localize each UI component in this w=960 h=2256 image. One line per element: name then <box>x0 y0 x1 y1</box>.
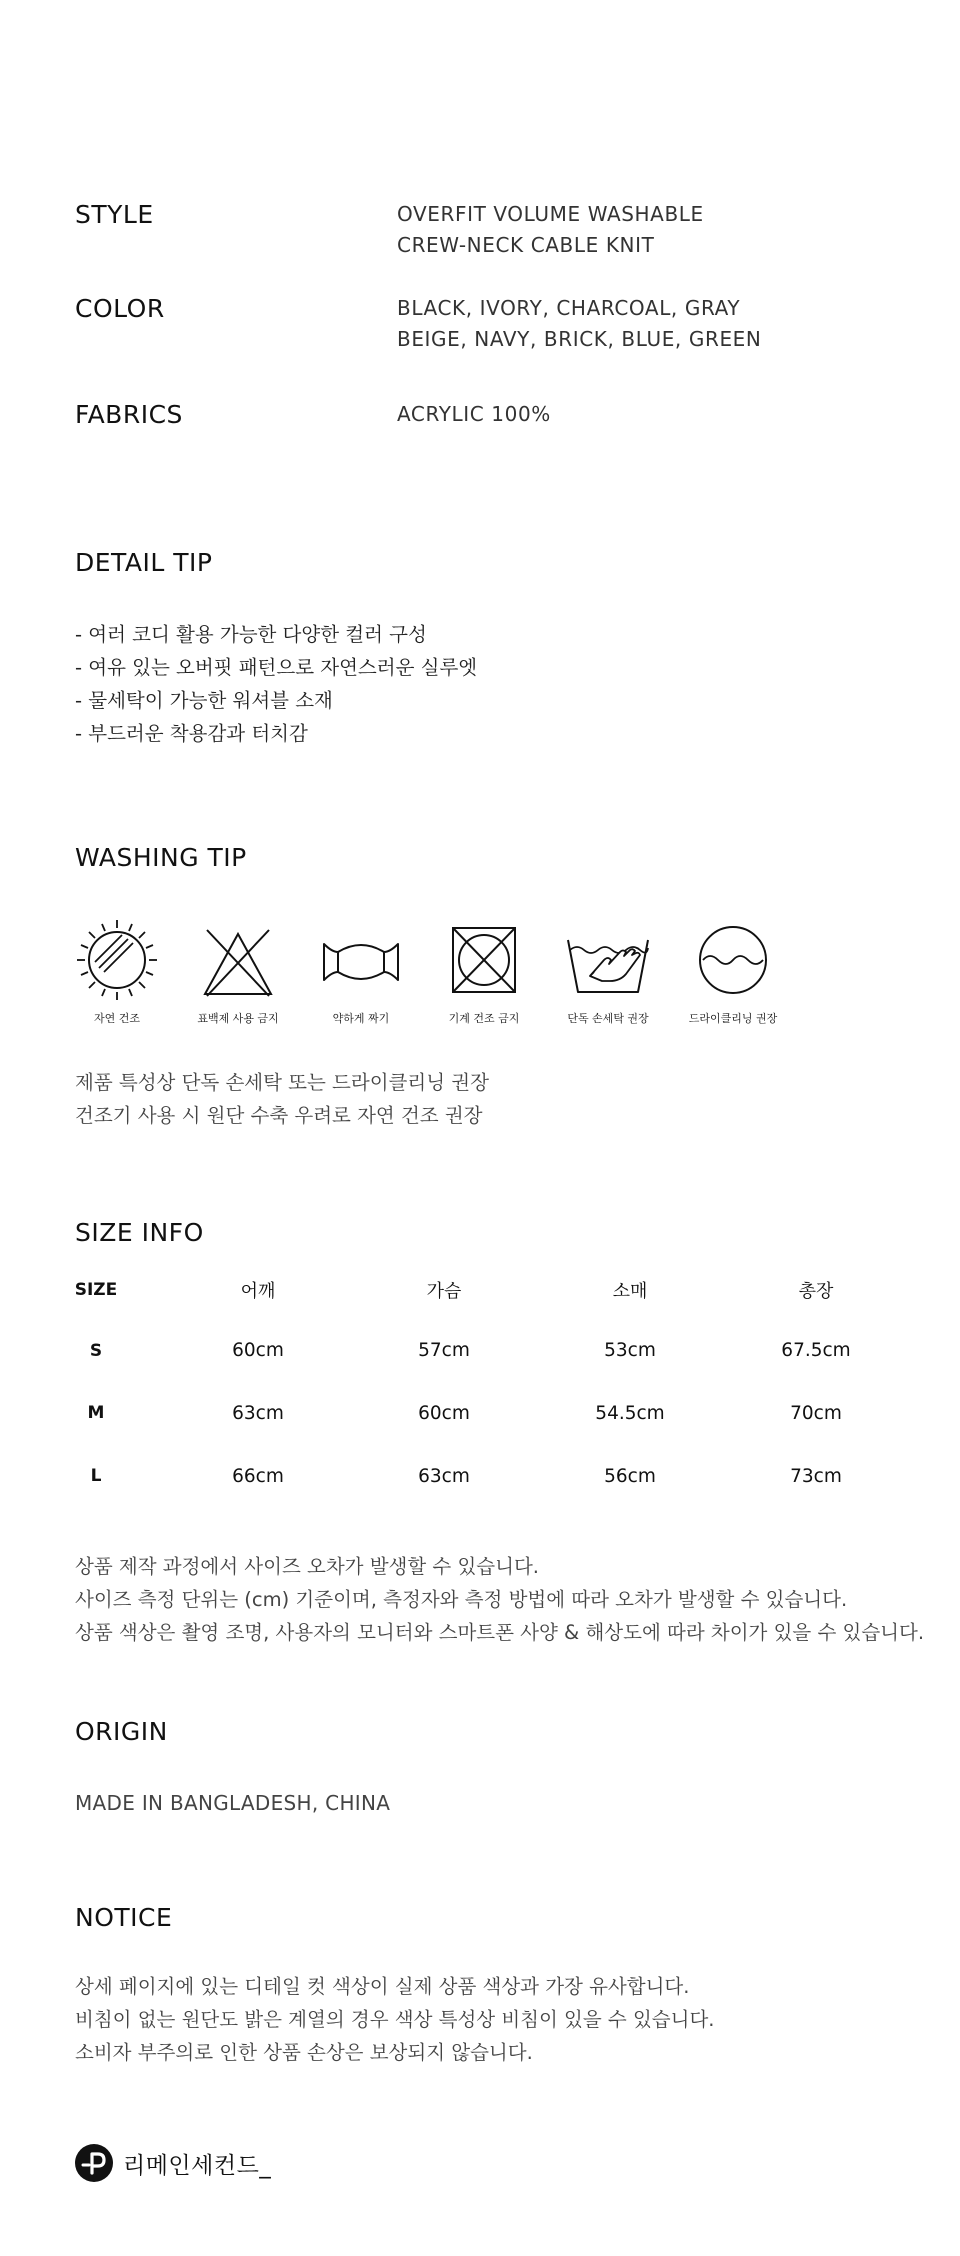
color-label: COLOR <box>75 294 165 323</box>
color-value-line: BLACK, IVORY, CHARCOAL, GRAY <box>397 296 741 320</box>
notice-item: 비침이 없는 원단도 밝은 계열의 경우 색상 특성상 비침이 있을 수 있습니다. <box>75 2008 715 2031</box>
wash-item-hand-wash <box>548 918 668 1026</box>
detail-tip-item: - 여유 있는 오버핏 패턴으로 자연스러운 실루엣 <box>75 656 478 679</box>
size-row-label: S <box>89 1341 103 1361</box>
no-bleach-icon <box>193 918 283 1002</box>
notice-item: 상세 페이지에 있는 디테일 컷 색상이 실제 상품 색상과 가장 유사합니다. <box>75 1975 690 1998</box>
size-header: 총장 <box>798 1281 834 1302</box>
size-value: 63cm <box>232 1403 284 1424</box>
wash-item-wring <box>301 918 421 1026</box>
size-value: 67.5cm <box>781 1340 851 1361</box>
size-notes <box>75 1550 924 1649</box>
size-header: 소매 <box>612 1281 648 1302</box>
washing-note: 제품 특성상 단독 손세탁 또는 드라이클리닝 권장 <box>75 1071 489 1094</box>
detail-tip-item: - 물세탁이 가능한 워셔블 소재 <box>75 689 333 712</box>
notice-title: NOTICE <box>75 1903 173 1932</box>
wash-caption: 단독 손세탁 권장 <box>567 1012 649 1025</box>
size-table <box>0 1265 960 1505</box>
wash-item-dry-clean <box>673 918 793 1026</box>
size-note: 상품 색상은 촬영 조명, 사용자의 모니터와 스마트폰 사양 & 해상도에 따라 차이가 있을 수 있습니다. <box>75 1621 925 1644</box>
detail-tip-item: - 여러 코디 활용 가능한 다양한 컬러 구성 <box>75 623 427 646</box>
notice-item: 소비자 부주의로 인한 상품 손상은 보상되지 않습니다. <box>75 2041 533 2064</box>
size-info-title: SIZE INFO <box>75 1218 204 1247</box>
washing-icons-row <box>70 918 778 1038</box>
fabrics-value: ACRYLIC 100% <box>397 402 551 426</box>
style-value <box>397 199 704 261</box>
wash-item-sun-dry <box>57 918 177 1026</box>
brand-logo <box>75 2143 271 2183</box>
brand-name: 리메인세컨드_ <box>123 2152 272 2179</box>
size-header: SIZE <box>74 1280 118 1300</box>
size-header: 가슴 <box>426 1281 462 1302</box>
wash-caption: 드라이클리닝 권장 <box>688 1012 778 1025</box>
brand-p-logo-icon <box>75 2144 113 2182</box>
size-value: 73cm <box>790 1466 842 1487</box>
wash-item-no-tumble-dry <box>424 918 544 1026</box>
sun-dry-icon <box>72 918 162 1002</box>
size-note: 사이즈 측정 단위는 (cm) 기준이며, 측정자와 측정 방법에 따라 오차가 발생할 수 있습니다. <box>75 1588 848 1611</box>
size-value: 66cm <box>232 1466 284 1487</box>
wring-icon <box>316 918 406 1002</box>
wash-caption: 약하게 짜기 <box>332 1012 390 1025</box>
fabrics-label: FABRICS <box>75 400 183 429</box>
wash-caption: 자연 건조 <box>93 1012 140 1025</box>
size-value: 63cm <box>418 1466 470 1487</box>
washing-note: 건조기 사용 시 원단 수축 우려로 자연 건조 권장 <box>75 1104 483 1127</box>
size-value: 57cm <box>418 1340 470 1361</box>
detail-tip-item: - 부드러운 착용감과 터치감 <box>75 722 308 745</box>
size-value: 54.5cm <box>595 1403 665 1424</box>
size-value: 70cm <box>790 1403 842 1424</box>
detail-tip-list <box>75 618 477 750</box>
size-value: 60cm <box>232 1340 284 1361</box>
origin-title: ORIGIN <box>75 1717 168 1746</box>
size-row-label: L <box>90 1466 102 1486</box>
no-tumble-dry-icon <box>439 918 529 1002</box>
color-value <box>397 293 761 355</box>
size-value: 60cm <box>418 1403 470 1424</box>
size-value: 56cm <box>604 1466 656 1487</box>
origin-value: MADE IN BANGLADESH, CHINA <box>75 1791 391 1815</box>
notice-list <box>75 1970 715 2069</box>
size-row-label: M <box>87 1403 105 1423</box>
wash-caption: 표백제 사용 금지 <box>197 1012 279 1025</box>
style-value-line: CREW-NECK CABLE KNIT <box>397 233 655 257</box>
size-note: 상품 제작 과정에서 사이즈 오차가 발생할 수 있습니다. <box>75 1555 540 1578</box>
hand-wash-icon <box>560 918 656 1002</box>
wash-caption: 기계 건조 금지 <box>448 1012 520 1025</box>
dry-clean-icon <box>688 918 778 1002</box>
size-value: 53cm <box>604 1340 656 1361</box>
size-header: 어깨 <box>240 1281 276 1302</box>
washing-notes <box>75 1066 489 1132</box>
washing-tip-title: WASHING TIP <box>75 843 247 872</box>
wash-item-no-bleach <box>178 918 298 1026</box>
color-value-line: BEIGE, NAVY, BRICK, BLUE, GREEN <box>397 327 762 351</box>
style-label: STYLE <box>75 200 154 229</box>
style-value-line: OVERFIT VOLUME WASHABLE <box>397 202 704 226</box>
detail-tip-title: DETAIL TIP <box>75 548 213 577</box>
